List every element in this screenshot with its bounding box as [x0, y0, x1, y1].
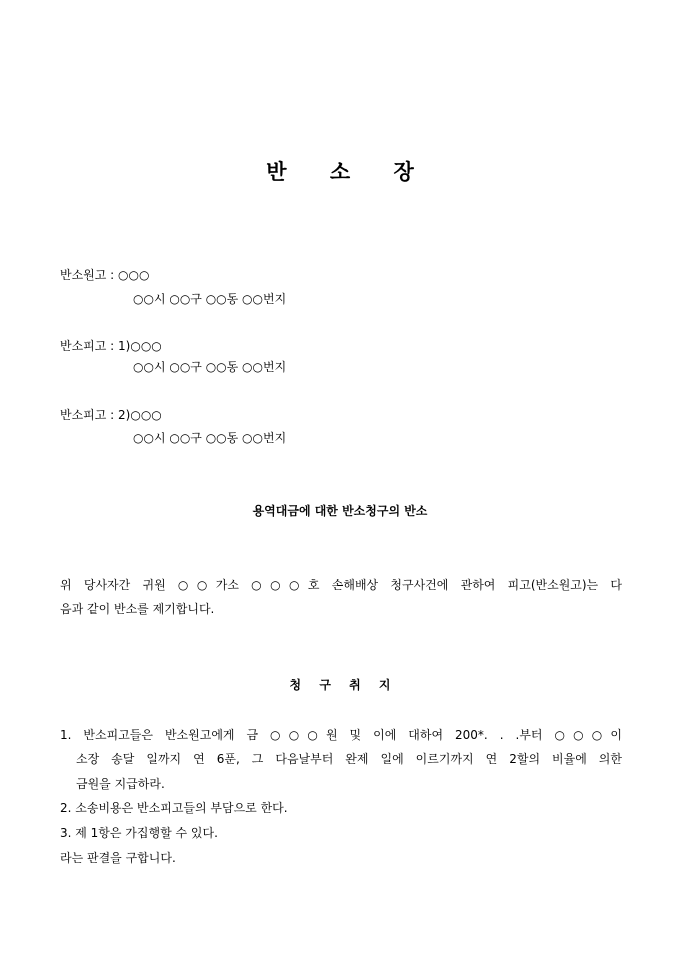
counter-plaintiff-label: 반소원고 : ○○○ — [60, 268, 150, 282]
counter-defendant-2-address: ○○시 ○○구 ○○동 ○○번지 — [133, 431, 287, 445]
intro-line-1: 위 당사자간 귀원 ○○가소 ○○○호 손해배상 청구사건에 관하여 피고(반소원고)는 다 — [60, 578, 622, 592]
case-subject: 용역대금에 대한 반소청구의 반소 — [252, 504, 428, 518]
claim-1-line-1: 1. 반소피고들은 반소원고에게 금 ○○○원 및 이에 대하여 200*. . .부터 ○○○이 — [60, 728, 622, 742]
claim-2: 2. 소송비용은 반소피고들의 부담으로 한다. — [60, 801, 288, 815]
claim-1-line-3: 금원을 지급하라. — [76, 777, 165, 791]
counter-defendant-1-label: 반소피고 : 1)○○○ — [60, 339, 162, 353]
page-title: 반 소 장 — [266, 160, 414, 184]
section-title: 청 구 취 지 — [289, 678, 391, 692]
claim-3: 3. 제 1항은 가집행할 수 있다. — [60, 826, 218, 840]
counter-defendant-2-label: 반소피고 : 2)○○○ — [60, 408, 162, 422]
claim-1-line-2: 소장 송달 일까지 연 6푼, 그 다음날부터 완제 일에 이르기까지 연 2할의 비율에 의한 — [76, 752, 622, 766]
closing-line: 라는 판결을 구합니다. — [60, 851, 176, 865]
counter-defendant-1-address: ○○시 ○○구 ○○동 ○○번지 — [133, 360, 287, 374]
counter-plaintiff-address: ○○시 ○○구 ○○동 ○○번지 — [133, 292, 287, 306]
intro-line-2: 음과 같이 반소를 제기합니다. — [60, 602, 215, 616]
